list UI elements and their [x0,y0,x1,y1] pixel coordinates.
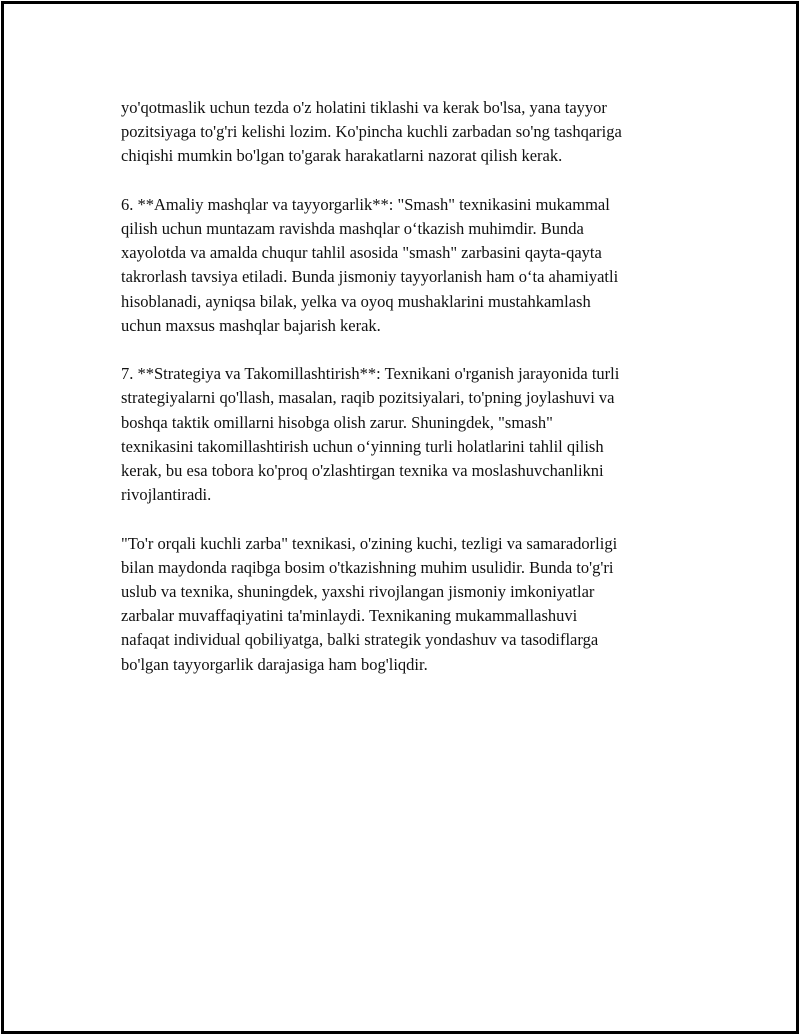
paragraph-recovery: yo'qotmaslik uchun tezda o'z holatini tiklashi va kerak bo'lsa, yana tayyor pozitsiyaga to'g'ri kelishi lozim. Ko'pincha kuchli zarbadan so'ng tashqariga chiqishi mumkin bo'lgan to'garak harakatlarni nazorat qilish kerak. [121,98,622,166]
paragraph-conclusion: "To'r orqali kuchli zarba" texnikasi, o'zining kuchi, tezligi va samaradorligi bilan maydonda raqibga bosim o'tkazishning muhim usulidir. Bunda to'g'ri uslub va texnika, shuningdek, yaxshi rivojlangan jismoniy imkoniyatlar zarbalar muvaffaqiyatini ta'minlaydi. Texnikaning mukammallashuvi nafaqat individual qobiliyatga, balki strategik yondashuv va tasodiflarga bo'lgan tayyorgarlik darajasiga ham bog'liqdir. [121,533,618,674]
document-body [121,96,691,701]
paragraph-practice: 6. **Amaliy mashqlar va tayyorgarlik**: "Smash" texnikasini mukammal qilish uchun muntazam ravishda mashqlar o‘tkazish muhimdir. Bunda xayolotda va amalda chuqur tahlil asosida "smash" zarbasini qayta-qayta takrorlash tavsiya etiladi. Bunda jismoniy tayyorlanish ham o‘ta ahamiyatli hisoblanadi, ayniqsa bilak, yelka va oyoq mushaklarini mustahkamlash uchun maxsus mashqlar bajarish kerak. [121,194,619,335]
paragraph-strategy: 7. **Strategiya va Takomillashtirish**: Texnikani o'rganish jarayonida turli strategiyalarni qo'llash, masalan, raqib pozitsiyalari, to'pning joylashuvi va boshqa taktik omillarni hisobga olish zarur. Shuningdek, "smash" texnikasini takomillashtirish uchun o‘yinning turli holatlarini tahlil qilish kerak, bu esa tobora ko'proq o'zlashtirgan texnika va moslashuvchanlikni rivojlantiradi. [121,364,620,505]
page-frame [1,1,799,1034]
